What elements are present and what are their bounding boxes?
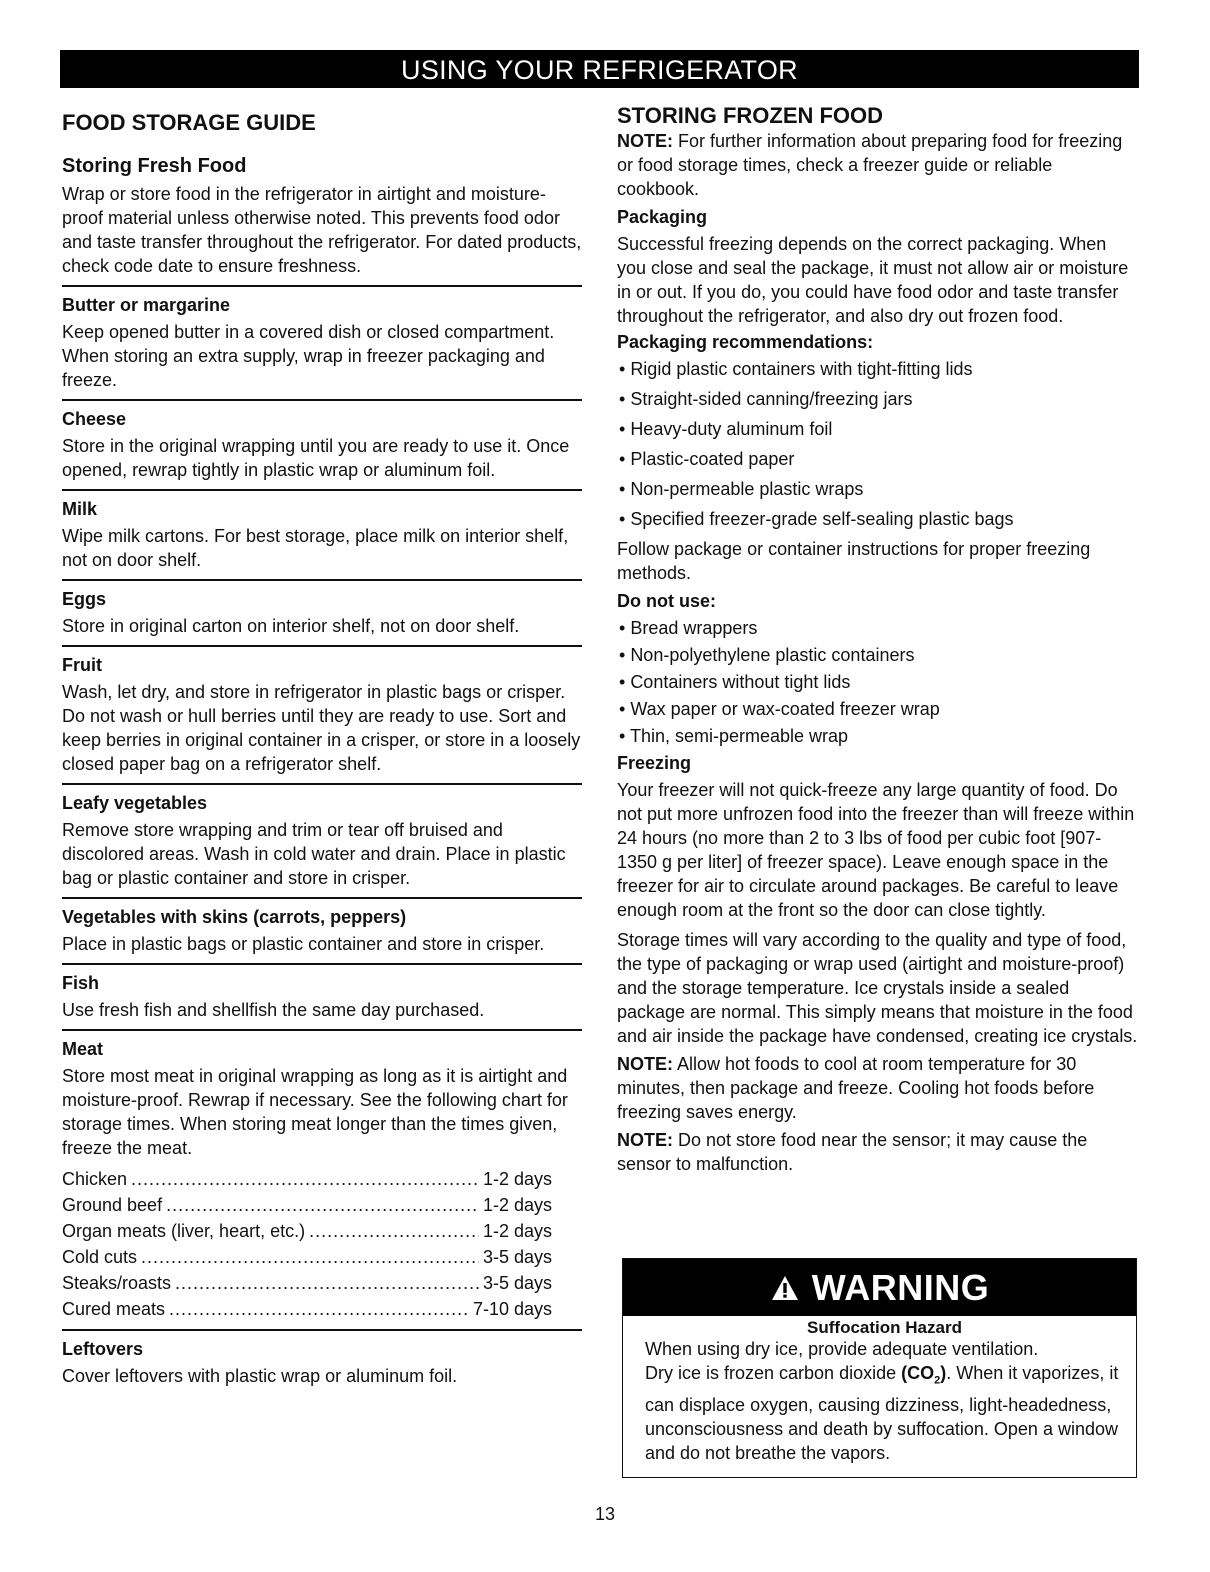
fruit-label: Fruit bbox=[62, 655, 102, 675]
divider bbox=[62, 645, 582, 647]
meat-time: 1-2 days bbox=[482, 1221, 552, 1241]
leafy-label: Leafy vegetables bbox=[62, 793, 208, 813]
dot-leader bbox=[166, 1192, 479, 1218]
list-item: • Wax paper or wax-coated freezer wrap bbox=[617, 697, 1139, 721]
meat-chart-row bbox=[62, 1296, 552, 1322]
freezing-text: Your freezer will not quick-freeze any large quantity of food. Do not put more unfrozen food into the freezer than will freeze within 24 hours (no more than 2 to 3 lbs of food per cubic foot [907-1350 g per liter] of freezer space). Leave enough space in the freezer for air to circulate around packages. Be careful to leave enough room at the front so the door can close tightly. bbox=[617, 780, 1135, 920]
list-item: • Containers without tight lids bbox=[617, 670, 1139, 694]
do-not-use-list bbox=[617, 616, 1139, 748]
meat-name: Cured meats bbox=[62, 1299, 166, 1319]
warning-text-a: Dry ice is frozen carbon dioxide bbox=[645, 1363, 902, 1383]
meat-name: Organ meats (liver, heart, etc.) bbox=[62, 1221, 306, 1241]
list-item: • Straight-sided canning/freezing jars bbox=[617, 387, 1139, 411]
note-label: NOTE: bbox=[617, 1130, 673, 1150]
co2-formula: $(CO_2)$ bbox=[901, 1363, 947, 1387]
warning-text-b: When it vaporizes, it can displace oxygen, causing dizziness, light-headedness, unconsciousness and death by suffocation. Open a window and do not breathe the vapors. bbox=[645, 1363, 1119, 1463]
meat-time: 3-5 days bbox=[482, 1247, 552, 1267]
divider bbox=[62, 783, 582, 785]
storing-frozen-food-title: STORING FROZEN FOOD bbox=[617, 103, 884, 128]
list-item: • Thin, semi-permeable wrap bbox=[617, 724, 1139, 748]
packaging-text: Successful freezing depends on the correct packaging. When you close and seal the package, it must not allow air or moisture in or out. If you do, you could have food odor and taste transfer throughout the refrigerator, and also dry out frozen food. bbox=[617, 234, 1129, 326]
eggs-label: Eggs bbox=[62, 589, 107, 609]
meat-name: Chicken bbox=[62, 1169, 128, 1189]
storing-fresh-food-title: Storing Fresh Food bbox=[62, 155, 247, 177]
divider bbox=[62, 1029, 582, 1031]
dot-leader bbox=[141, 1244, 479, 1270]
divider bbox=[62, 897, 582, 899]
note-label: NOTE: bbox=[617, 131, 673, 151]
cheese-label: Cheese bbox=[62, 409, 127, 429]
list-item: • Non-polyethylene plastic containers bbox=[617, 643, 1139, 667]
divider bbox=[62, 285, 582, 287]
warning-box bbox=[622, 1258, 1137, 1478]
fruit-text: Wash, let dry, and store in refrigerator in plastic bags or crisper. Do not wash or hull berries until they are ready to use. Sort and keep berries in original container in a crisper, or store in a loosely closed paper bag on a refrigerator shelf. bbox=[62, 682, 581, 774]
list-item: • Heavy-duty aluminum foil bbox=[617, 417, 1139, 441]
fish-label: Fish bbox=[62, 973, 100, 993]
meat-chart-row bbox=[62, 1244, 552, 1270]
meat-chart-row bbox=[62, 1166, 552, 1192]
vegetables-label: Vegetables with skins (carrots, peppers) bbox=[62, 907, 407, 927]
leftovers-text: Cover leftovers with plastic wrap or aluminum foil. bbox=[62, 1366, 458, 1386]
meat-time: 3-5 days bbox=[482, 1273, 552, 1293]
warning-triangle-icon bbox=[770, 1274, 800, 1302]
fish-text: Use fresh fish and shellfish the same day purchased. bbox=[62, 1000, 485, 1020]
dot-leader bbox=[169, 1296, 469, 1322]
cheese-text: Store in the original wrapping until you are ready to use it. Once opened, rewrap tightly in plastic wrap or aluminum foil. bbox=[62, 436, 570, 480]
packaging-recommendations-list bbox=[617, 357, 1139, 531]
meat-chart-row bbox=[62, 1270, 552, 1296]
note-label: NOTE: bbox=[617, 1054, 673, 1074]
leafy-text: Remove store wrapping and trim or tear off bruised and discolored areas. Wash in cold water and drain. Place in plastic bag or plastic container and store in crisper. bbox=[62, 820, 566, 888]
meat-name: Steaks/roasts bbox=[62, 1273, 172, 1293]
meat-chart-row bbox=[62, 1218, 552, 1244]
dot-leader bbox=[175, 1270, 479, 1296]
packaging-recommendations-label: Packaging recommendations: bbox=[617, 332, 874, 352]
fresh-food-text: Wrap or store food in the refrigerator in airtight and moisture-proof material unless otherwise noted. This prevents food odor and taste transfer throughout the refrigerator. For dated products, check code date to ensure freshness. bbox=[62, 184, 582, 276]
milk-text: Wipe milk cartons. For best storage, place milk on interior shelf, not on door shelf. bbox=[62, 526, 569, 570]
divider bbox=[62, 963, 582, 965]
note-text: Do not store food near the sensor; it may cause the sensor to malfunction. bbox=[617, 1130, 1088, 1174]
warning-heading: WARNING bbox=[811, 1266, 990, 1308]
divider bbox=[62, 489, 582, 491]
leftovers-label: Leftovers bbox=[62, 1339, 144, 1359]
meat-time: 7-10 days bbox=[472, 1299, 552, 1319]
section-banner: USING YOUR REFRIGERATOR bbox=[60, 50, 1139, 88]
warning-line1: When using dry ice, provide adequate ventilation. bbox=[645, 1339, 1039, 1359]
note-further-info bbox=[617, 129, 1139, 201]
note-sensor bbox=[617, 1128, 1139, 1176]
meat-label: Meat bbox=[62, 1039, 104, 1059]
eggs-text: Store in original carton on interior shelf, not on door shelf. bbox=[62, 616, 520, 636]
food-storage-guide-title: FOOD STORAGE GUIDE bbox=[62, 110, 316, 135]
vegetables-text: Place in plastic bags or plastic container and store in crisper. bbox=[62, 934, 545, 954]
note-text: Allow hot foods to cool at room temperature for 30 minutes, then package and freeze. Cooling hot foods before freezing saves energy. bbox=[617, 1054, 1095, 1122]
meat-time: 1-2 days bbox=[482, 1195, 552, 1215]
warning-header bbox=[623, 1259, 1136, 1316]
follow-instructions-text: Follow package or container instructions for proper freezing methods. bbox=[617, 539, 1091, 583]
dot-leader bbox=[309, 1218, 479, 1244]
storage-times-text: Storage times will vary according to the quality and type of food, the type of packaging or wrap used (airtight and moisture-proof) and the storage temperature. Ice crystals inside a sealed package are normal. This simply means that moisture in the food and air inside the package have condensed, creating ice crystals. bbox=[617, 930, 1138, 1046]
right-column bbox=[617, 103, 1139, 1176]
list-item: • Bread wrappers bbox=[617, 616, 1139, 640]
formula-co: CO bbox=[907, 1363, 935, 1383]
list-item: • Specified freezer-grade self-sealing plastic bags bbox=[617, 507, 1139, 531]
page-number: 13 bbox=[594, 1504, 616, 1524]
warning-body bbox=[623, 1316, 1136, 1465]
freezing-label: Freezing bbox=[617, 753, 692, 773]
list-item: • Rigid plastic containers with tight-fitting lids bbox=[617, 357, 1139, 381]
meat-name: Cold cuts bbox=[62, 1247, 138, 1267]
warning-text: Dry ice is frozen carbon dioxide $(CO_2)$. When it vaporizes, it can displace oxygen, causing dizziness, light-headedness, unconsciousness and death by suffocation. Open a window and do not breathe the vapors. bbox=[645, 1363, 1119, 1463]
butter-text: Keep opened butter in a covered dish or closed compartment. When storing an extra supply, wrap in freezer packaging and freeze. bbox=[62, 322, 555, 390]
left-column bbox=[62, 110, 582, 1388]
note-cool-foods bbox=[617, 1052, 1139, 1124]
dot-leader bbox=[131, 1166, 479, 1192]
divider bbox=[62, 399, 582, 401]
list-item: • Non-permeable plastic wraps bbox=[617, 477, 1139, 501]
meat-storage-chart bbox=[62, 1166, 582, 1322]
milk-label: Milk bbox=[62, 499, 98, 519]
note-text: For further information about preparing food for freezing or food storage times, check a freezer guide or reliable cookbook. bbox=[617, 131, 1123, 199]
list-item: • Plastic-coated paper bbox=[617, 447, 1139, 471]
meat-text: Store most meat in original wrapping as long as it is airtight and moisture-proof. Rewrap if necessary. See the following chart for storage times. When storing meat longer than the times given, freeze the meat. bbox=[62, 1066, 568, 1158]
meat-name: Ground beef bbox=[62, 1195, 163, 1215]
packaging-label: Packaging bbox=[617, 207, 708, 227]
warning-title: Suffocation Hazard bbox=[807, 1318, 962, 1337]
divider bbox=[62, 1329, 582, 1331]
formula-subscript: 2 bbox=[934, 1374, 941, 1387]
meat-chart-row bbox=[62, 1192, 552, 1218]
butter-label: Butter or margarine bbox=[62, 295, 231, 315]
do-not-use-label: Do not use: bbox=[617, 591, 716, 611]
divider bbox=[62, 579, 582, 581]
meat-time: 1-2 days bbox=[482, 1169, 552, 1189]
